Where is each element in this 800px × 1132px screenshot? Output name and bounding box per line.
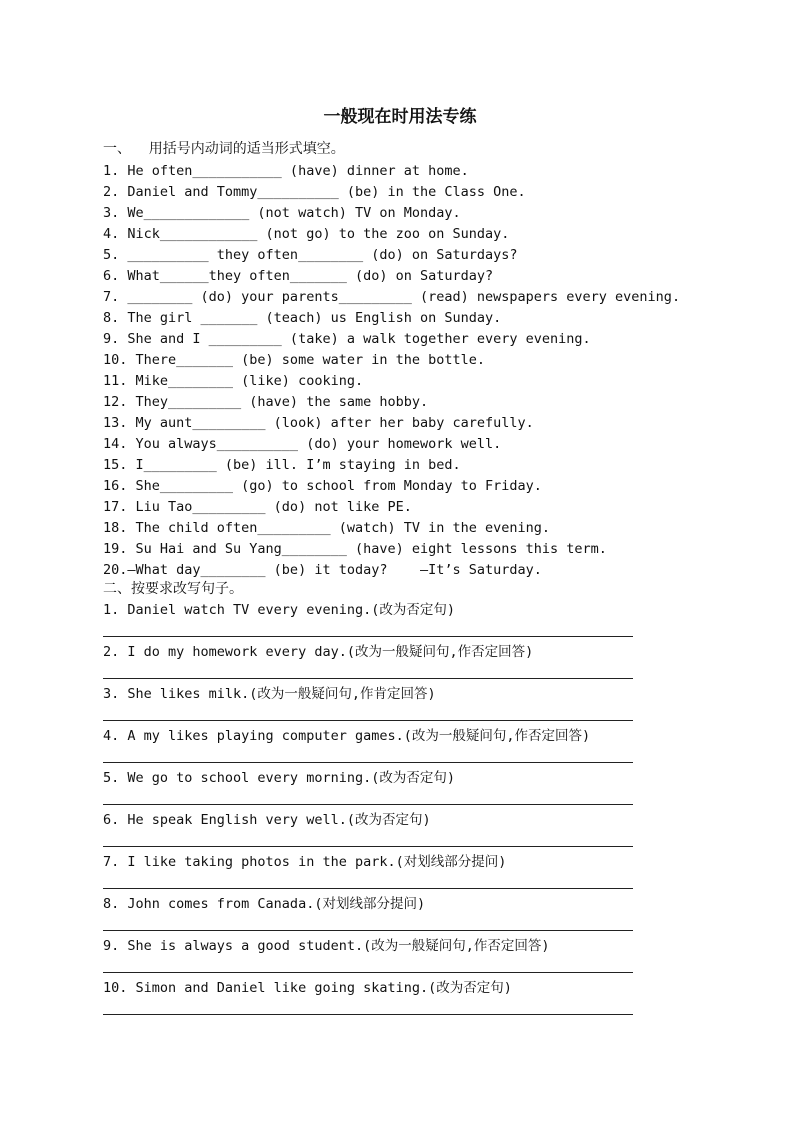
fill-item: 2. Daniel and Tommy__________ (be) in the Class One. — [103, 184, 526, 200]
fill-item: 16. She_________ (go) to school from Monday to Friday. — [103, 478, 542, 494]
answer-line — [103, 762, 633, 763]
rewrite-item — [103, 852, 663, 894]
fill-item: 6. What______they often_______ (do) on Saturday? — [103, 268, 494, 284]
fill-item: 13. My aunt_________ (look) after her baby carefully. — [103, 415, 534, 431]
section-2-heading: 二、按要求改写句子。 — [103, 581, 243, 597]
answer-line — [103, 804, 633, 805]
answer-line — [103, 720, 633, 721]
rewrite-item — [103, 978, 663, 1020]
rewrite-item — [103, 600, 663, 642]
rewrite-question: 1. Daniel watch TV every evening.(改为否定句) — [103, 602, 455, 618]
rewrite-question: 8. John comes from Canada.(对划线部分提问) — [103, 896, 426, 912]
page-title: 一般现在时用法专练 — [323, 107, 477, 127]
fill-item: 3. We_____________ (not watch) TV on Monday. — [103, 205, 461, 221]
rewrite-question: 6. He speak English very well.(改为否定句) — [103, 812, 431, 828]
rewrite-item — [103, 768, 663, 810]
rewrite-question: 5. We go to school every morning.(改为否定句) — [103, 770, 455, 786]
answer-line — [103, 846, 633, 847]
answer-line — [103, 930, 633, 931]
fill-item: 14. You always__________ (do) your homework well. — [103, 436, 502, 452]
answer-line — [103, 636, 633, 637]
fill-item: 7. ________ (do) your parents_________ (read) newspapers every evening. — [103, 289, 681, 305]
fill-item: 20.—What day________ (be) it today? —It’s Saturday. — [103, 562, 542, 578]
rewrite-item — [103, 684, 663, 726]
fill-in-blank-list — [103, 161, 743, 581]
fill-item: 17. Liu Tao_________ (do) not like PE. — [103, 499, 412, 515]
fill-item: 11. Mike________ (like) cooking. — [103, 373, 364, 389]
fill-item: 4. Nick____________ (not go) to the zoo on Sunday. — [103, 226, 510, 242]
rewrite-item — [103, 894, 663, 936]
rewrite-item — [103, 810, 663, 852]
rewrite-sentence-list — [103, 600, 663, 1020]
fill-item: 19. Su Hai and Su Yang________ (have) eight lessons this term. — [103, 541, 607, 557]
fill-item: 8. The girl _______ (teach) us English on Sunday. — [103, 310, 502, 326]
rewrite-item — [103, 726, 663, 768]
fill-item: 12. They_________ (have) the same hobby. — [103, 394, 429, 410]
fill-item: 18. The child often_________ (watch) TV in the evening. — [103, 520, 551, 536]
answer-line — [103, 1014, 633, 1015]
answer-line — [103, 888, 633, 889]
answer-line — [103, 678, 633, 679]
fill-item: 5. __________ they often________ (do) on Saturdays? — [103, 247, 518, 263]
rewrite-question: 7. I like taking photos in the park.(对划线部分提问) — [103, 854, 507, 870]
fill-item: 1. He often___________ (have) dinner at home. — [103, 163, 469, 179]
fill-item: 15. I_________ (be) ill. I’m staying in bed. — [103, 457, 461, 473]
rewrite-question: 9. She is always a good student.(改为一般疑问句,作否定回答) — [103, 938, 550, 954]
rewrite-item — [103, 642, 663, 684]
section-1-heading: 一、 用括号内动词的适当形式填空。 — [103, 141, 345, 157]
fill-item: 10. There_______ (be) some water in the bottle. — [103, 352, 486, 368]
rewrite-question: 10. Simon and Daniel like going skating.(改为否定句) — [103, 980, 512, 996]
fill-item: 9. She and I _________ (take) a walk together every evening. — [103, 331, 591, 347]
rewrite-question: 3. She likes milk.(改为一般疑问句,作肯定回答) — [103, 686, 436, 702]
answer-line — [103, 972, 633, 973]
rewrite-question: 4. A my likes playing computer games.(改为一般疑问句,作否定回答) — [103, 728, 591, 744]
rewrite-question: 2. I do my homework every day.(改为一般疑问句,作否定回答) — [103, 644, 534, 660]
rewrite-item — [103, 936, 663, 978]
